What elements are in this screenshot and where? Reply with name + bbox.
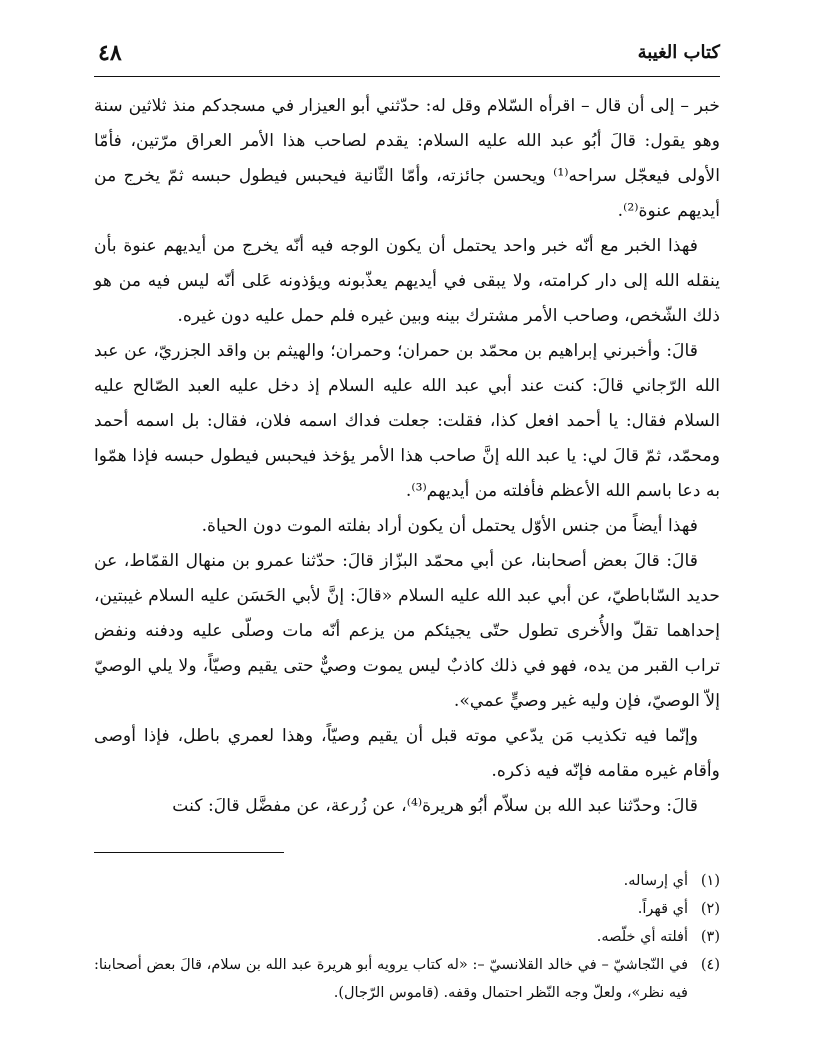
header-rule bbox=[94, 76, 720, 77]
footnote-text: أي إرساله. bbox=[623, 873, 688, 889]
footnote-text: أي قهراً. bbox=[637, 901, 688, 917]
page bbox=[94, 40, 720, 1007]
footnote bbox=[94, 923, 720, 951]
footnote-text: أفلته أي خلّصه. bbox=[596, 929, 688, 945]
paragraph: قالَ: قالَ بعض أصحابنا، عن أبي محمّد البزّاز قالَ: حدّثنا عمرو بن منهال القمّاط، عن حديد السّاباطيّ، عن أبي عبد الله عليه السلام «قالَ: إنَّ لأبي الحَسَن عليه السلام غيبتين، إحداهما تقلّ والأُخرى تطول حتّى يجيئكم من يزعم أنّه مات وصلّى عليه ودفنه ونفض تراب القبر من يده، فهو في ذلك كاذبٌ ليس يموت وصيٌّ حتى يقيم وصيّاً، ولا يلي الوصيّ إلاّ الوصيّ، فإن وليه غير وصيٍّ عمي». bbox=[94, 551, 720, 711]
footnote-number: (٢) bbox=[700, 901, 720, 917]
footnote bbox=[94, 951, 720, 1007]
footnote-number: (٣) bbox=[700, 929, 720, 945]
book-title: كتاب الغيبة bbox=[637, 42, 720, 63]
paragraph: خبر – إلى أن قال – اقرأه السّلام وقل له: حدّثني أبو العيزار في مسجدكم منذ ثلاثين سنة وهو يقول: قالَ أبُو عبد الله عليه السلام: يقدم لصاحب هذا الأمر العراق مرّتين، فأمّا الأولى فيعجّل سراحه⁽¹⁾ ويحسن جائزته، وأمّا الثّانية فيحبس فيطول حبسه ثمّ يخرج من أيديهم عنوة⁽²⁾. bbox=[94, 96, 720, 221]
footnote-separator bbox=[94, 852, 284, 853]
footnote bbox=[94, 867, 720, 895]
page-number: ٤٨ bbox=[98, 40, 122, 66]
paragraph: فهذا أيضاً من جنس الأوّل يحتمل أن يكون أراد بفلته الموت دون الحياة. bbox=[201, 516, 698, 536]
footnote bbox=[94, 895, 720, 923]
page-header bbox=[94, 40, 720, 70]
main-text bbox=[94, 89, 720, 824]
footnote-number: (٤) bbox=[700, 957, 720, 973]
paragraph: قالَ: وحدّثنا عبد الله بن سلاّم أبُو هريرة⁽⁴⁾، عن زُرعة، عن مفضَّل قالَ: كنت bbox=[172, 796, 698, 816]
paragraph: فهذا الخبر مع أنّه خبر واحد يحتمل أن يكون الوجه فيه أنّه يخرج من أيديهم عنوة بأن ينقله الله إلى دار كرامته، ولا يبقى في أيديهم يعذّبونه ويؤذونه عَلى أنّه ليس فيه من هو ذلك الشّخص، وصاحب الأمر مشترك بينه وبين غيره فلم حمل عليه دون غيره. bbox=[94, 236, 720, 326]
paragraph: قالَ: وأخبرني إبراهيم بن محمّد بن حمران؛ وحمران؛ والهيثم بن واقد الجزريّ، عن عبد الله الرّجاني قالَ: كنت عند أبي عبد الله عليه السلام إذ دخل عليه العبد الصّالح عليه السلام فقال: يا أحمد افعل كذا، فقلت: جعلت فداك اسمه فلان، فقال: بل اسمه أحمد ومحمّد، ثمّ قالَ لي: يا عبد الله إنَّ صاحب هذا الأمر يؤخذ فيحبس فيطول حبسه فإذا همّوا به دعا باسم الله الأعظم فأفلته من أيديهم⁽³⁾. bbox=[94, 341, 720, 501]
paragraph: وإنّما فيه تكذيب مَن يدّعي موته قبل أن يقيم وصيّاً، وهذا لعمري باطل، فإذا أوصى وأقام غيره مقامه فإنّه فيه ذكره. bbox=[94, 726, 720, 781]
footnotes bbox=[94, 867, 720, 1007]
footnote-text: في النّجاشيّ – في خالد القلانسيّ –: «له كتاب يرويه أبو هريرة عبد الله بن سلام، قالَ بعض أصحابنا: فيه نظر»، ولعلّ وجه النّظر احتمال وقفه. (قاموس الرّجال). bbox=[94, 957, 688, 1001]
footnote-number: (١) bbox=[700, 873, 720, 889]
